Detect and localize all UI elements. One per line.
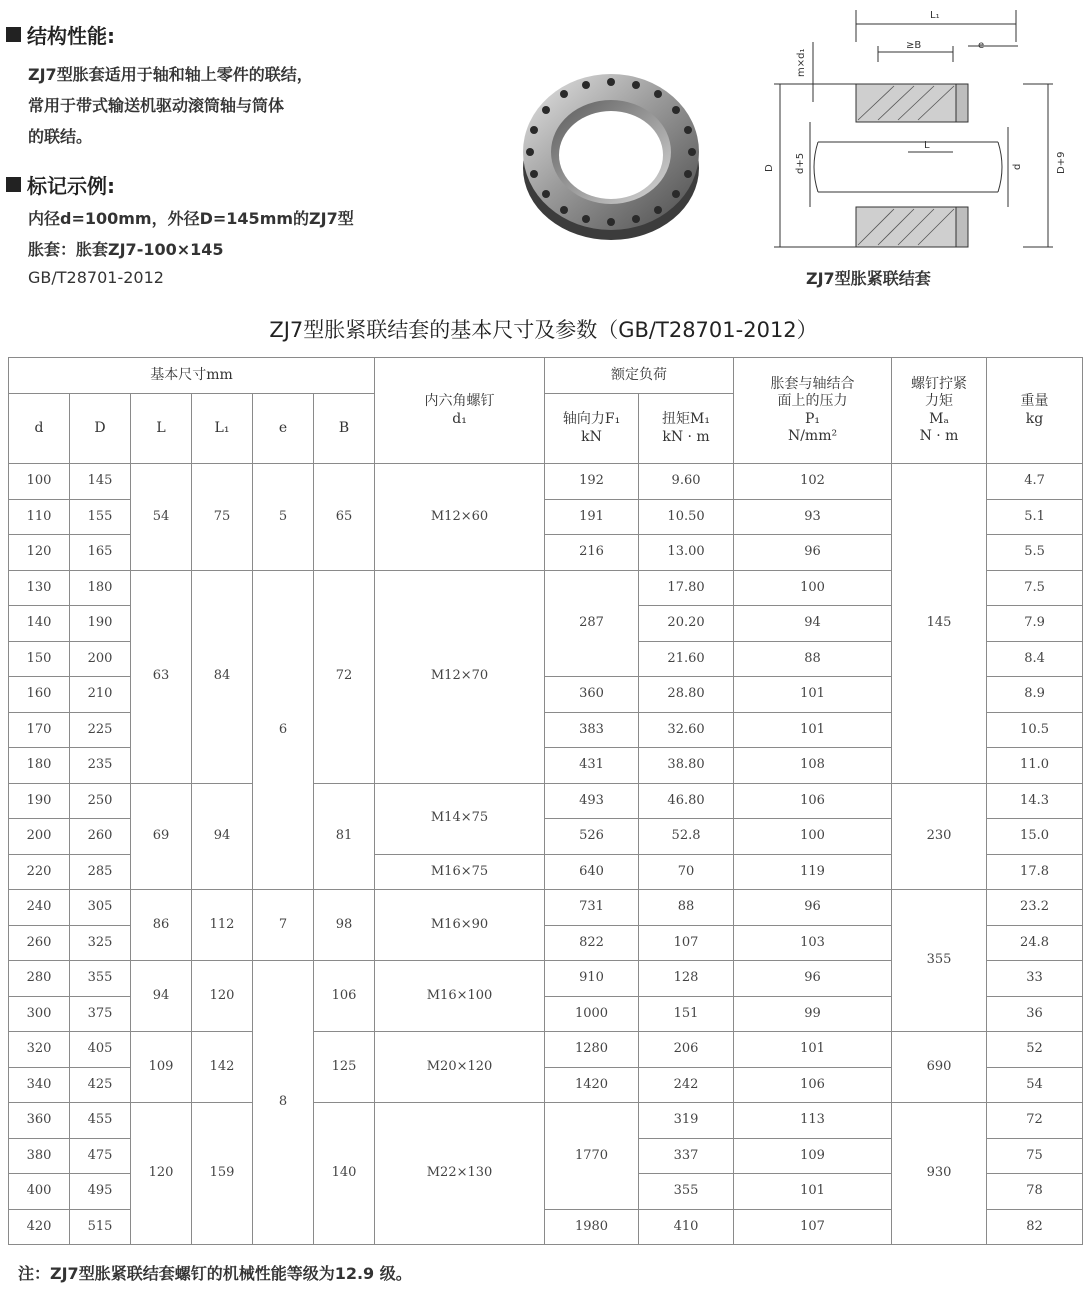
cell-D: 305 — [70, 890, 131, 926]
cell-weight: 8.4 — [987, 641, 1083, 677]
cell-L1: 75 — [192, 464, 253, 571]
cell-axial-force: 216 — [545, 535, 639, 571]
label-D: D — [764, 164, 775, 172]
cell-bolt-torque: 230 — [892, 783, 987, 890]
cell-weight: 82 — [987, 1209, 1083, 1245]
label-md1: m×d₁ — [796, 48, 807, 77]
cell-bolt-torque: 930 — [892, 1103, 987, 1245]
cell-axial-force: 1980 — [545, 1209, 639, 1245]
cell-d: 120 — [9, 535, 70, 571]
cell-weight: 33 — [987, 961, 1083, 997]
cell-d: 170 — [9, 712, 70, 748]
cell-axial-force: 287 — [545, 570, 639, 677]
cell-L1: 159 — [192, 1103, 253, 1245]
cell-D: 155 — [70, 499, 131, 535]
drawing-caption: ZJ7型胀紧联结套 — [806, 269, 931, 288]
cell-weight: 52 — [987, 1032, 1083, 1068]
cell-pressure: 101 — [734, 1032, 892, 1068]
cell-bolt-torque: 355 — [892, 890, 987, 1032]
cell-weight: 5.1 — [987, 499, 1083, 535]
cell-axial-force: 1770 — [545, 1103, 639, 1210]
header-d: d — [9, 394, 70, 464]
marking-heading-text: 标记示例: — [27, 174, 115, 198]
cell-weight: 15.0 — [987, 819, 1083, 855]
cell-torque: 13.00 — [639, 535, 734, 571]
marking-line-1: 内径d=100mm，外径D=145mm的ZJ7型 — [28, 209, 354, 228]
cell-pressure: 93 — [734, 499, 892, 535]
structure-heading — [6, 20, 115, 49]
cell-pressure: 119 — [734, 854, 892, 890]
cell-weight: 36 — [987, 996, 1083, 1032]
square-bullet-icon — [6, 27, 21, 42]
cell-d: 100 — [9, 464, 70, 500]
cell-screw: M16×75 — [375, 854, 545, 890]
cell-pressure: 102 — [734, 464, 892, 500]
label-B: ≥B — [906, 40, 922, 51]
cell-D: 475 — [70, 1138, 131, 1174]
cell-pressure: 107 — [734, 1209, 892, 1245]
cross-section-drawing — [758, 2, 1082, 260]
spec-table — [8, 357, 1083, 1245]
table-row — [9, 783, 1083, 819]
cell-D: 145 — [70, 464, 131, 500]
cell-d: 190 — [9, 783, 70, 819]
cell-weight: 72 — [987, 1103, 1083, 1139]
table-row — [9, 890, 1083, 926]
cell-pressure: 106 — [734, 1067, 892, 1103]
header-torque: 扭矩M₁ kN · m — [639, 394, 734, 464]
cell-pressure: 94 — [734, 606, 892, 642]
cell-pressure: 101 — [734, 1174, 892, 1210]
cell-pressure: 106 — [734, 783, 892, 819]
cell-torque: 337 — [639, 1138, 734, 1174]
cell-pressure: 109 — [734, 1138, 892, 1174]
cell-screw: M16×100 — [375, 961, 545, 1032]
table-title: ZJ7型胀紧联结套的基本尺寸及参数（GB/T28701-2012） — [269, 318, 818, 342]
cell-d: 420 — [9, 1209, 70, 1245]
marking-line-3: GB/T28701-2012 — [28, 268, 164, 287]
cell-weight: 10.5 — [987, 712, 1083, 748]
marking-heading — [6, 170, 115, 199]
cell-screw: M12×70 — [375, 570, 545, 783]
cell-D: 165 — [70, 535, 131, 571]
cell-D: 225 — [70, 712, 131, 748]
cell-torque: 88 — [639, 890, 734, 926]
cell-pressure: 100 — [734, 570, 892, 606]
cell-pressure: 88 — [734, 641, 892, 677]
cell-screw: M12×60 — [375, 464, 545, 571]
cell-axial-force: 493 — [545, 783, 639, 819]
label-L1: L₁ — [930, 10, 940, 21]
square-bullet-icon — [6, 177, 21, 192]
cell-weight: 14.3 — [987, 783, 1083, 819]
cell-d: 340 — [9, 1067, 70, 1103]
cell-pressure: 99 — [734, 996, 892, 1032]
cell-D: 190 — [70, 606, 131, 642]
cell-d: 280 — [9, 961, 70, 997]
cell-weight: 78 — [987, 1174, 1083, 1210]
cell-torque: 206 — [639, 1032, 734, 1068]
label-d5: d+5 — [795, 152, 806, 174]
structure-line-2: 常用于带式输送机驱动滚筒轴与筒体 — [28, 96, 285, 115]
label-d: d — [1012, 163, 1023, 170]
cell-axial-force: 822 — [545, 925, 639, 961]
header-basic: 基本尺寸mm — [9, 358, 375, 394]
cell-d: 260 — [9, 925, 70, 961]
cell-d: 200 — [9, 819, 70, 855]
header-L: L — [131, 394, 192, 464]
cell-axial-force: 526 — [545, 819, 639, 855]
cell-d: 160 — [9, 677, 70, 713]
cell-B: 72 — [314, 570, 375, 783]
cell-axial-force: 1420 — [545, 1067, 639, 1103]
cell-weight: 7.9 — [987, 606, 1083, 642]
cell-L: 54 — [131, 464, 192, 571]
structure-line-1: ZJ7型胀套适用于轴和轴上零件的联结， — [28, 65, 313, 84]
cell-screw: M20×120 — [375, 1032, 545, 1103]
cell-weight: 5.5 — [987, 535, 1083, 571]
cell-D: 250 — [70, 783, 131, 819]
cell-d: 130 — [9, 570, 70, 606]
cell-d: 300 — [9, 996, 70, 1032]
header-weight: 重量 kg — [987, 358, 1083, 464]
cell-L: 69 — [131, 783, 192, 890]
cell-L: 86 — [131, 890, 192, 961]
cell-axial-force: 431 — [545, 748, 639, 784]
cell-axial-force: 1000 — [545, 996, 639, 1032]
header-axial: 轴向力F₁ kN — [545, 394, 639, 464]
cell-weight: 75 — [987, 1138, 1083, 1174]
cell-d: 240 — [9, 890, 70, 926]
cell-d: 150 — [9, 641, 70, 677]
cell-pressure: 101 — [734, 712, 892, 748]
cell-pressure: 103 — [734, 925, 892, 961]
cell-screw: M16×90 — [375, 890, 545, 961]
cell-torque: 151 — [639, 996, 734, 1032]
header-L1: L₁ — [192, 394, 253, 464]
cell-torque: 242 — [639, 1067, 734, 1103]
cell-D: 495 — [70, 1174, 131, 1210]
cell-D: 210 — [70, 677, 131, 713]
cell-bolt-torque: 145 — [892, 464, 987, 784]
header-pressure: 胀套与轴结合 面上的压力 P₁ N/mm² — [734, 358, 892, 464]
cell-pressure: 108 — [734, 748, 892, 784]
cell-d: 360 — [9, 1103, 70, 1139]
table-row — [9, 1032, 1083, 1068]
cell-torque: 70 — [639, 854, 734, 890]
structure-line-3: 的联结。 — [28, 127, 93, 146]
header-bolt-torque: 螺钉拧紧 力矩 Mₐ N · m — [892, 358, 987, 464]
cell-e: 6 — [253, 570, 314, 890]
cell-axial-force: 640 — [545, 854, 639, 890]
cell-axial-force: 1280 — [545, 1032, 639, 1068]
cell-D: 260 — [70, 819, 131, 855]
header-screw: 内六角螺钉 d₁ — [375, 358, 545, 464]
cell-L1: 142 — [192, 1032, 253, 1103]
cell-B: 140 — [314, 1103, 375, 1245]
cell-D: 200 — [70, 641, 131, 677]
cell-e: 7 — [253, 890, 314, 961]
header-D: D — [70, 394, 131, 464]
cell-pressure: 96 — [734, 890, 892, 926]
cell-pressure: 96 — [734, 535, 892, 571]
cell-torque: 10.50 — [639, 499, 734, 535]
cell-B: 98 — [314, 890, 375, 961]
header-B: B — [314, 394, 375, 464]
cell-D: 235 — [70, 748, 131, 784]
label-L: L — [924, 140, 930, 151]
cell-e: 8 — [253, 961, 314, 1245]
cell-L1: 84 — [192, 570, 253, 783]
cell-torque: 17.80 — [639, 570, 734, 606]
cell-weight: 7.5 — [987, 570, 1083, 606]
cell-weight: 8.9 — [987, 677, 1083, 713]
cell-torque: 28.80 — [639, 677, 734, 713]
cell-B: 106 — [314, 961, 375, 1032]
cell-torque: 128 — [639, 961, 734, 997]
cell-L: 94 — [131, 961, 192, 1032]
cell-weight: 11.0 — [987, 748, 1083, 784]
header-rated: 额定负荷 — [545, 358, 734, 394]
cell-B: 81 — [314, 783, 375, 890]
cell-d: 400 — [9, 1174, 70, 1210]
cell-D: 355 — [70, 961, 131, 997]
cell-bolt-torque: 690 — [892, 1032, 987, 1103]
cell-axial-force: 383 — [545, 712, 639, 748]
cell-axial-force: 360 — [545, 677, 639, 713]
cell-L1: 120 — [192, 961, 253, 1032]
marking-line-2: 胀套：胀套ZJ7-100×145 — [28, 240, 224, 259]
cell-D: 455 — [70, 1103, 131, 1139]
cell-d: 110 — [9, 499, 70, 535]
cell-axial-force: 731 — [545, 890, 639, 926]
cell-B: 65 — [314, 464, 375, 571]
cell-screw: M22×130 — [375, 1103, 545, 1245]
cell-torque: 9.60 — [639, 464, 734, 500]
cell-torque: 20.20 — [639, 606, 734, 642]
footnote: 注：ZJ7型胀紧联结套螺钉的机械性能等级为12.9 级。 — [18, 1264, 412, 1283]
product-photo — [518, 60, 704, 250]
cell-d: 220 — [9, 854, 70, 890]
cell-pressure: 100 — [734, 819, 892, 855]
cell-pressure: 113 — [734, 1103, 892, 1139]
cell-B: 125 — [314, 1032, 375, 1103]
cell-weight: 17.8 — [987, 854, 1083, 890]
cell-axial-force: 191 — [545, 499, 639, 535]
cell-L1: 112 — [192, 890, 253, 961]
cell-L: 63 — [131, 570, 192, 783]
cell-D: 285 — [70, 854, 131, 890]
cell-weight: 4.7 — [987, 464, 1083, 500]
cell-d: 380 — [9, 1138, 70, 1174]
cell-screw: M14×75 — [375, 783, 545, 854]
cell-torque: 46.80 — [639, 783, 734, 819]
table-row — [9, 1103, 1083, 1139]
cell-d: 140 — [9, 606, 70, 642]
cell-torque: 319 — [639, 1103, 734, 1139]
cell-L: 120 — [131, 1103, 192, 1245]
structure-heading-text: 结构性能: — [27, 24, 115, 48]
cell-weight: 54 — [987, 1067, 1083, 1103]
cell-D: 325 — [70, 925, 131, 961]
header-e: e — [253, 394, 314, 464]
cell-e: 5 — [253, 464, 314, 571]
table-row — [9, 464, 1083, 500]
cell-d: 180 — [9, 748, 70, 784]
cell-D: 515 — [70, 1209, 131, 1245]
label-e: e — [978, 40, 985, 51]
cell-weight: 23.2 — [987, 890, 1083, 926]
cell-torque: 38.80 — [639, 748, 734, 784]
cell-d: 320 — [9, 1032, 70, 1068]
cell-L: 109 — [131, 1032, 192, 1103]
cell-D: 405 — [70, 1032, 131, 1068]
cell-axial-force: 192 — [545, 464, 639, 500]
cell-torque: 355 — [639, 1174, 734, 1210]
cell-D: 180 — [70, 570, 131, 606]
cell-torque: 410 — [639, 1209, 734, 1245]
cell-weight: 24.8 — [987, 925, 1083, 961]
cell-pressure: 96 — [734, 961, 892, 997]
label-D9: D+9 — [1056, 151, 1067, 174]
cell-pressure: 101 — [734, 677, 892, 713]
cell-D: 425 — [70, 1067, 131, 1103]
cell-torque: 21.60 — [639, 641, 734, 677]
cell-L1: 94 — [192, 783, 253, 890]
cell-torque: 32.60 — [639, 712, 734, 748]
cell-torque: 52.8 — [639, 819, 734, 855]
cell-axial-force: 910 — [545, 961, 639, 997]
cell-D: 375 — [70, 996, 131, 1032]
cell-torque: 107 — [639, 925, 734, 961]
